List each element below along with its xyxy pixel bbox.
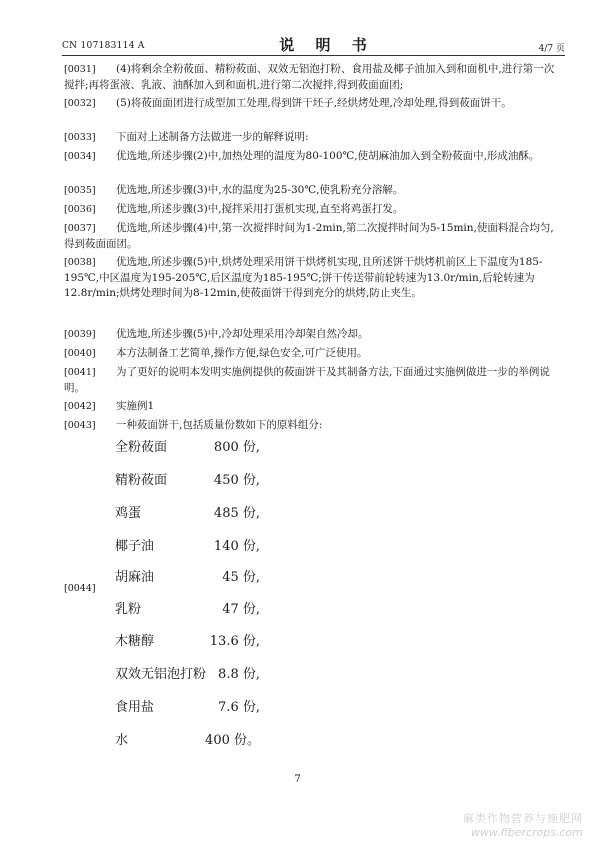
page-title: 说 明 书	[279, 36, 375, 54]
paragraph-number: [0043]	[64, 420, 96, 431]
paragraph-text: 一种莜面饼干,包括质量份数如下的原料组分:	[116, 419, 323, 431]
paragraph-text: 优选地,所述步骤(5)中,冷却处理采用冷却架自然冷却。	[116, 328, 369, 340]
ingredient-amount: 47 份,	[222, 602, 260, 617]
page-indicator: 4/7 页	[538, 44, 565, 54]
paragraph-text: 优选地,所述步骤(4)中,第一次搅拌时间为1-2min,第二次搅拌时间为5-15min,使面料混合均匀,得到莜面面团。	[64, 222, 554, 250]
ingredient-amount: 800 份,	[213, 440, 260, 455]
paragraph-number: [0038]	[64, 257, 96, 268]
paragraph-number: [0040]	[64, 348, 96, 359]
paragraph-number: [0041]	[64, 367, 96, 378]
ingredient-amount: 400 份。	[205, 733, 260, 748]
paragraph-0041	[64, 365, 564, 396]
paragraph-0034	[64, 149, 564, 165]
paragraph-number: [0042]	[64, 401, 96, 412]
ingredient-name: 水	[115, 733, 129, 748]
paragraph-text: (4)将剩余全粉莜面、精粉莜面、双效无铝泡打粉、食用盐及椰子油加入到和面机中,进行第一次搅拌;再将蛋液、乳液、油酥加入到和面机,进行第二次搅拌,得到莜面面团;	[64, 63, 555, 91]
paragraph-number: [0031]	[64, 64, 96, 75]
paragraph-text: 为了更好的说明本发明实施例提供的莜面饼干及其制备方法,下面通过实施例做进一步的举例说明。	[64, 366, 550, 394]
page-number: 7	[294, 774, 301, 785]
page-header	[62, 32, 565, 54]
paragraph-0042	[64, 399, 564, 415]
ingredient-name: 木糖醇	[115, 634, 155, 649]
paragraph-text: 实施例1	[116, 400, 155, 412]
ingredient-name: 精粉莜面	[115, 473, 168, 488]
ingredient-amount: 8.8 份,	[218, 667, 260, 682]
paragraph-0039	[64, 327, 564, 343]
paragraph-number: [0039]	[64, 329, 96, 340]
ingredient-name: 食用盐	[115, 700, 155, 715]
paragraph-number: [0035]	[64, 185, 96, 196]
ingredient-amount: 45 份,	[222, 570, 260, 585]
ingredient-name: 全粉莜面	[115, 440, 168, 455]
paragraph-0035	[64, 183, 564, 199]
paragraph-number: [0036]	[64, 204, 96, 215]
watermark-site-name: 麻类作物营养与施肥网	[463, 812, 583, 825]
paragraph-text: 优选地,所述步骤(3)中,搅拌采用打蛋机实现,直至将鸡蛋打发。	[116, 203, 404, 215]
paragraph-text: 优选地,所述步骤(5)中,烘烤处理采用饼干烘烤机实现,且所述饼干烘烤机前区上下温度为185-195℃,中区温度为195-205℃,后区温度为185-195℃;饼干传送带前轮转速为13.0r/min,后轮转速为12.8r/min;烘烤处理时间为8-12min,使莜面饼干得到充分的烘烤,防止夹生。	[64, 256, 543, 299]
paragraph-0036	[64, 202, 564, 218]
paragraph-number: [0033]	[64, 132, 96, 143]
ingredient-amount: 7.6 份,	[218, 700, 260, 715]
ingredient-amount: 485 份,	[213, 506, 260, 521]
paragraph-number: [0032]	[64, 98, 96, 109]
ingredient-name: 乳粉	[115, 602, 142, 617]
paragraph-0038	[64, 255, 564, 302]
paragraph-text: 优选地,所述步骤(2)中,加热处理的温度为80-100℃,使胡麻油加入到全粉莜面中,形成油酥。	[116, 150, 540, 162]
paragraph-text: (5)将莜面面团进行成型加工处理,得到饼干坯子,经烘烤处理,冷却处理,得到莜面饼干。	[116, 97, 512, 109]
paragraph-text: 本方法制备工艺简单,操作方便,绿色安全,可广泛使用。	[116, 347, 368, 359]
ingredient-amount: 140 份,	[213, 539, 260, 554]
ingredient-amount: 13.6 份,	[209, 634, 260, 649]
header-divider	[62, 55, 565, 56]
paragraph-text: 优选地,所述步骤(3)中,水的温度为25-30℃,使乳粉充分溶解。	[116, 184, 404, 196]
paragraph-number: [0037]	[64, 223, 96, 234]
ingredient-name: 胡麻油	[115, 570, 155, 585]
watermark	[463, 810, 583, 839]
ingredient-name: 双效无铝泡打粉	[115, 667, 207, 682]
paragraph-0033	[64, 130, 564, 146]
ingredient-name: 鸡蛋	[115, 506, 142, 521]
ingredient-amount: 450 份,	[213, 473, 260, 488]
paragraph-0043	[64, 418, 564, 434]
paragraph-number: [0034]	[64, 151, 96, 162]
paragraph-0032	[64, 96, 564, 112]
document-number: CN 107183114 A	[62, 41, 145, 51]
paragraph-number-0044: [0044]	[64, 583, 96, 594]
watermark-url: www.fibercrops.com	[470, 826, 583, 839]
paragraph-0031	[64, 62, 564, 93]
paragraph-text: 下面对上述制备方法做进一步的解释说明:	[116, 131, 309, 143]
paragraph-0040	[64, 346, 564, 362]
paragraph-0037	[64, 221, 564, 252]
ingredient-name: 椰子油	[115, 539, 155, 554]
